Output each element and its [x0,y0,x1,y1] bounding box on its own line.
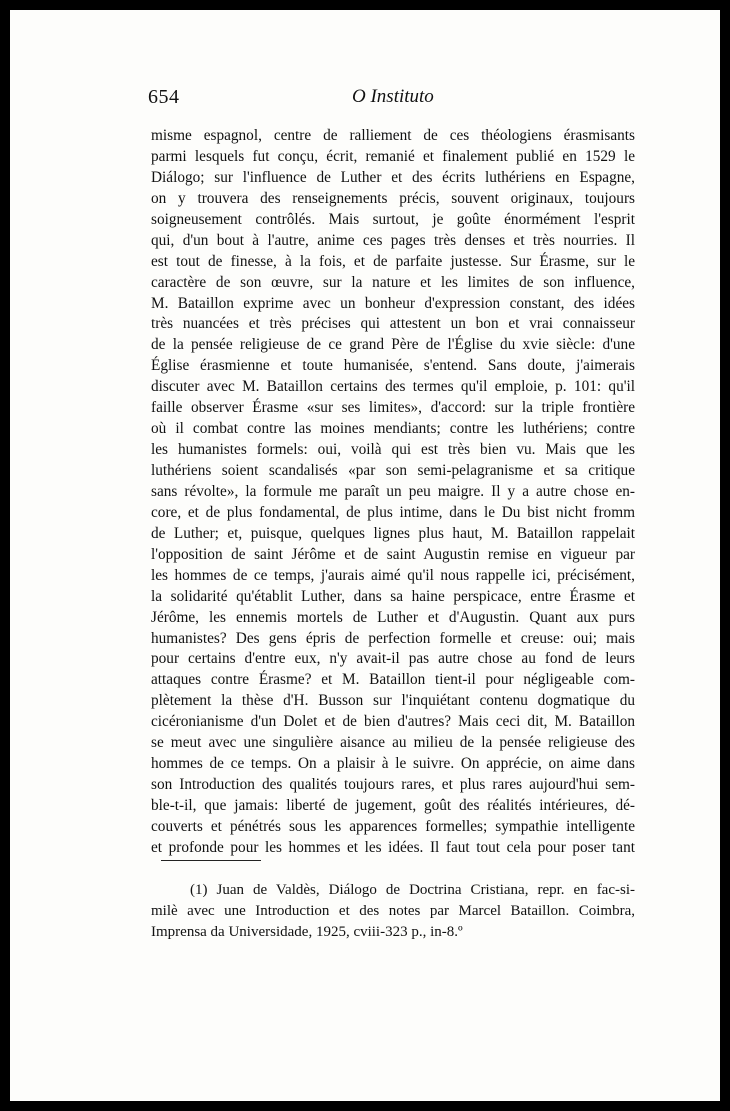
text-line: caractère de son œuvre, sur la nature et les limites de son influence, [151,273,635,291]
text-line: les hommes de ce temps, j'aurais aimé qu'il nous rappelle ici, précisément, [151,566,635,584]
text-line: Diálogo; sur l'influence de Luther et des écrits luthériens en Espagne, [151,168,635,186]
text-line: misme espagnol, centre de ralliement de ces théologiens érasmisants [151,127,635,144]
text-line: son Introduction des qualités toujours rares, et plus rares aujourd'hui sem- [151,776,635,794]
running-title: O Instituto [352,86,434,107]
text-line: Église érasmienne et toute humanisée, s'entend. Sans doute, j'aimerais [151,357,635,375]
text-line: de la pensée religieuse de ce grand Père de l'Église du xvie siècle: d'une [151,336,635,354]
footnote-line: Imprensa da Universidade, 1925, cviii-323 p., in-8.º [151,924,463,940]
text-line: faille observer Érasme «sur ses limites», d'accord: sur la triple frontière [151,399,635,417]
page-number: 654 [148,86,180,108]
text-line: on y trouvera des renseignements précis, souvent originaux, toujours [151,189,635,207]
text-line: humanistes? Des gens épris de perfection formelle et creuse: oui; mais [151,629,635,647]
text-line: la solidarité qu'établit Luther, dans sa haine perspicace, entre Érasme et [151,587,635,605]
text-line: l'opposition de saint Jérôme et de saint Augustin remise en vigueur par [151,545,635,563]
text-line: hommes de ce temps. On a plaisir à le suivre. On apprécie, on aime dans [151,755,635,773]
footnote-line: (1) Juan de Valdès, Diálogo de Doctrina Cristiana, repr. en fac-si- [190,882,635,898]
text-line: parmi lesquels fut conçu, écrit, remanié et finalement publié en 1529 le [151,147,635,165]
text-line: de Luther; et, puisque, quelques lignes plus haut, M. Bataillon rappelait [151,524,635,542]
text-line: où il combat contre las moines mendiants; contre les luthériens; contre [151,420,635,438]
text-line: discuter avec M. Bataillon certains des termes qu'il emploie, p. 101: qu'il [151,378,635,396]
text-line: core, et de plus fondamental, de plus intime, dans le Du bist nicht fromm [151,503,635,521]
text-line: qui, d'un bout à l'autre, anime ces pages très denses et très nourries. Il [151,231,635,249]
text-line: les humanistes formels: oui, voilà qui est très bien vu. Mais que les [151,441,635,459]
text-line: se meut avec une singulière aisance au milieu de la pensée religieuse des [151,734,635,752]
text-line: Jérôme, les ennemis mortels de Luther et d'Augustin. Quant aux purs [151,608,635,626]
text-line: sans révolte», la formule me paraît un peu maigre. Il y a autre chose en- [151,482,635,500]
text-line: plètement la thèse d'H. Busson sur l'inquiétant contenu dogmatique du [151,692,635,710]
text-line: ble-t-il, que jamais: liberté de jugement, goût des réalités intérieures, dé- [151,797,635,814]
body-text [151,126,635,859]
footnote-line: milè avec une Introduction et des notes par Marcel Bataillon. Coimbra, [151,903,635,919]
document-page [10,10,720,1101]
text-line: et profonde pour les hommes et les idées. Il faut tout cela pour poser tant [151,838,635,856]
text-line: est tout de finesse, à la fois, et de parfaite justesse. Sur Érasme, sur le [151,252,635,270]
text-line: cicéronianisme d'un Dolet et de bien d'autres? Mais ceci dit, M. Bataillon [151,713,635,731]
text-line: couverts et pénétrés sous les apparences formelles; sympathie intelligente [151,817,635,835]
text-line: attaques contre Érasme? et M. Bataillon tient-il pour négligeable com- [151,671,635,689]
footnote-rule [161,860,261,861]
text-line: soigneusement contrôlés. Mais surtout, je goûte énormément l'esprit [151,210,635,228]
page-header [148,86,636,110]
footnote [151,880,635,943]
text-line: très nuancées et très précises qui attestent un bon et vrai connaisseur [151,315,635,333]
text-line: M. Bataillon exprime avec un bonheur d'expression constant, des idées [151,294,635,312]
text-line: pour certains d'entre eux, n'y avait-il pas autre chose au fond de leurs [151,650,635,668]
text-line: luthériens soient scandalisés «par son semi-pelagranisme et sa critique [151,462,635,479]
